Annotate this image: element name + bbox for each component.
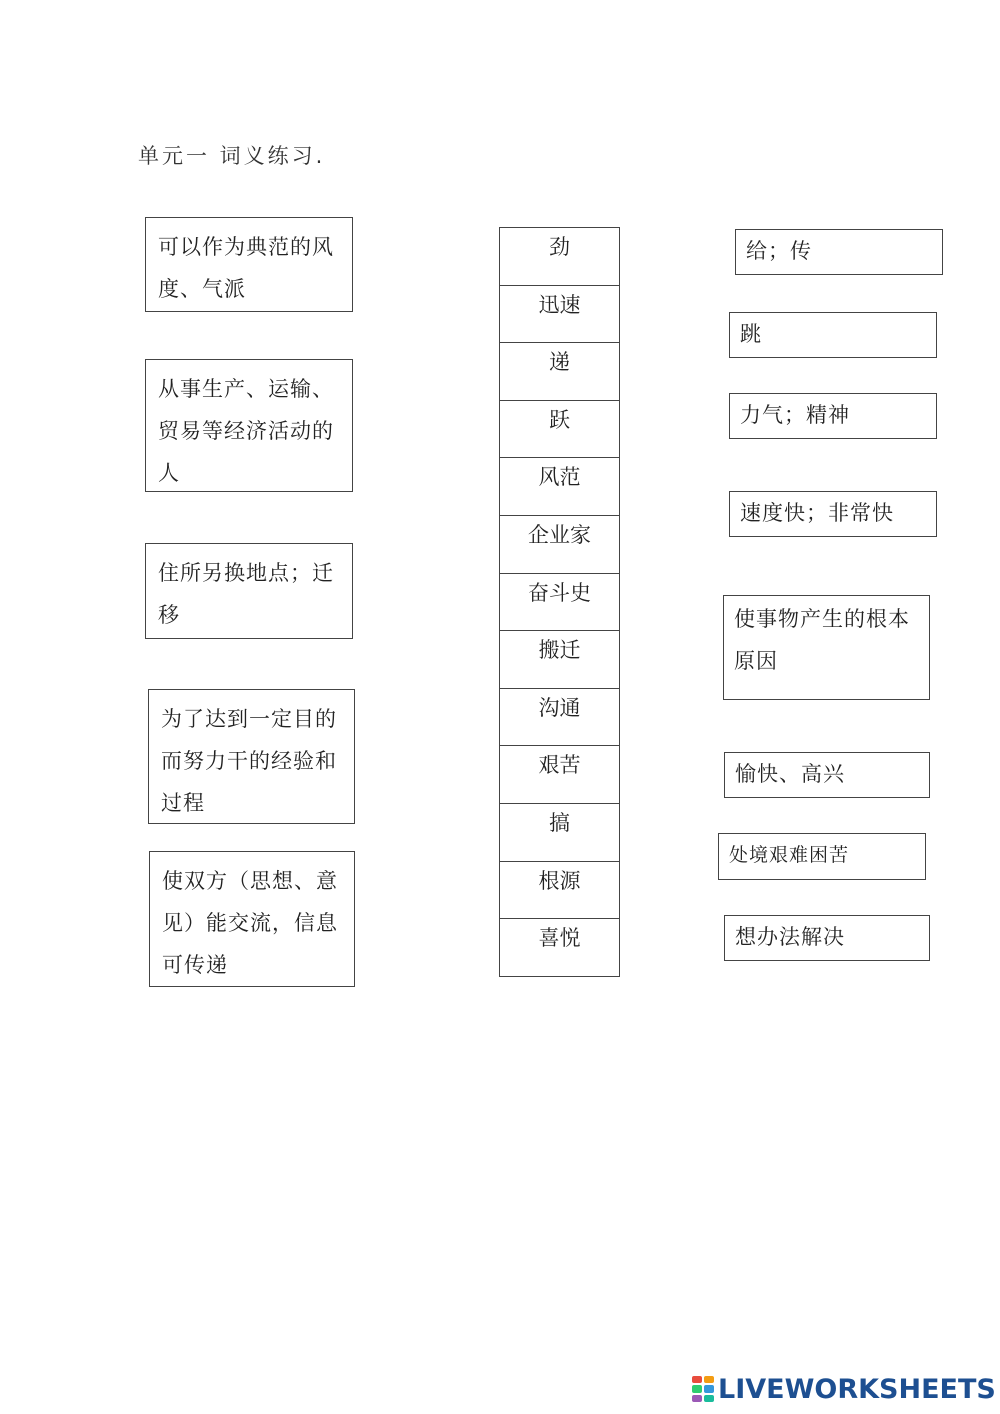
- liveworksheets-logo: [692, 1374, 996, 1404]
- right-definition-box[interactable]: [735, 229, 943, 275]
- word-cell[interactable]: 递: [500, 343, 619, 401]
- definition-text: 跳: [740, 322, 762, 346]
- page-title: 单元一 词义练习.: [138, 144, 326, 168]
- left-definition-box[interactable]: [145, 217, 353, 312]
- left-definition-box[interactable]: [149, 851, 355, 987]
- logo-mark-icon: [692, 1376, 714, 1402]
- logo-text: LIVEWORKSHEETS: [718, 1373, 996, 1405]
- definition-text: 使事物产生的根本原因: [734, 607, 910, 673]
- left-definition-box[interactable]: [145, 543, 353, 639]
- definition-text: 力气；精神: [740, 403, 850, 427]
- left-definition-box[interactable]: [148, 689, 355, 824]
- right-definition-box[interactable]: [724, 752, 930, 798]
- definition-text: 处境艰难困苦: [729, 844, 850, 866]
- definition-text: 住所另换地点；迁移: [158, 561, 334, 627]
- word-cell[interactable]: 风范: [500, 458, 619, 516]
- word-cell[interactable]: 企业家: [500, 516, 619, 574]
- word-cell[interactable]: 迅速: [500, 286, 619, 344]
- definition-text: 速度快；非常快: [740, 501, 894, 525]
- definition-text: 可以作为典范的风度、气派: [158, 235, 334, 301]
- right-definition-box[interactable]: [723, 595, 930, 700]
- right-definition-box[interactable]: [729, 312, 937, 358]
- word-cell[interactable]: 跃: [500, 401, 619, 459]
- word-cell[interactable]: 喜悦: [500, 919, 619, 977]
- word-cell[interactable]: 搬迁: [500, 631, 619, 689]
- word-cell[interactable]: 根源: [500, 862, 619, 920]
- right-definition-box[interactable]: [724, 915, 930, 961]
- right-definition-box[interactable]: [729, 491, 937, 537]
- definition-text: 为了达到一定目的而努力干的经验和过程: [161, 707, 337, 815]
- word-column: [499, 227, 620, 977]
- word-cell[interactable]: 搞: [500, 804, 619, 862]
- definition-text: 想办法解决: [735, 925, 845, 949]
- definition-text: 从事生产、运输、贸易等经济活动的人: [158, 377, 334, 485]
- word-cell[interactable]: 劲: [500, 228, 619, 286]
- definition-text: 给；传: [746, 239, 812, 263]
- word-cell[interactable]: 艰苦: [500, 746, 619, 804]
- definition-text: 愉快、高兴: [735, 762, 845, 786]
- word-cell[interactable]: 奋斗史: [500, 574, 619, 632]
- left-definition-box[interactable]: [145, 359, 353, 492]
- definition-text: 使双方（思想、意见）能交流，信息可传递: [162, 869, 338, 977]
- word-cell[interactable]: 沟通: [500, 689, 619, 747]
- right-definition-box[interactable]: [718, 833, 926, 880]
- right-definition-box[interactable]: [729, 393, 937, 439]
